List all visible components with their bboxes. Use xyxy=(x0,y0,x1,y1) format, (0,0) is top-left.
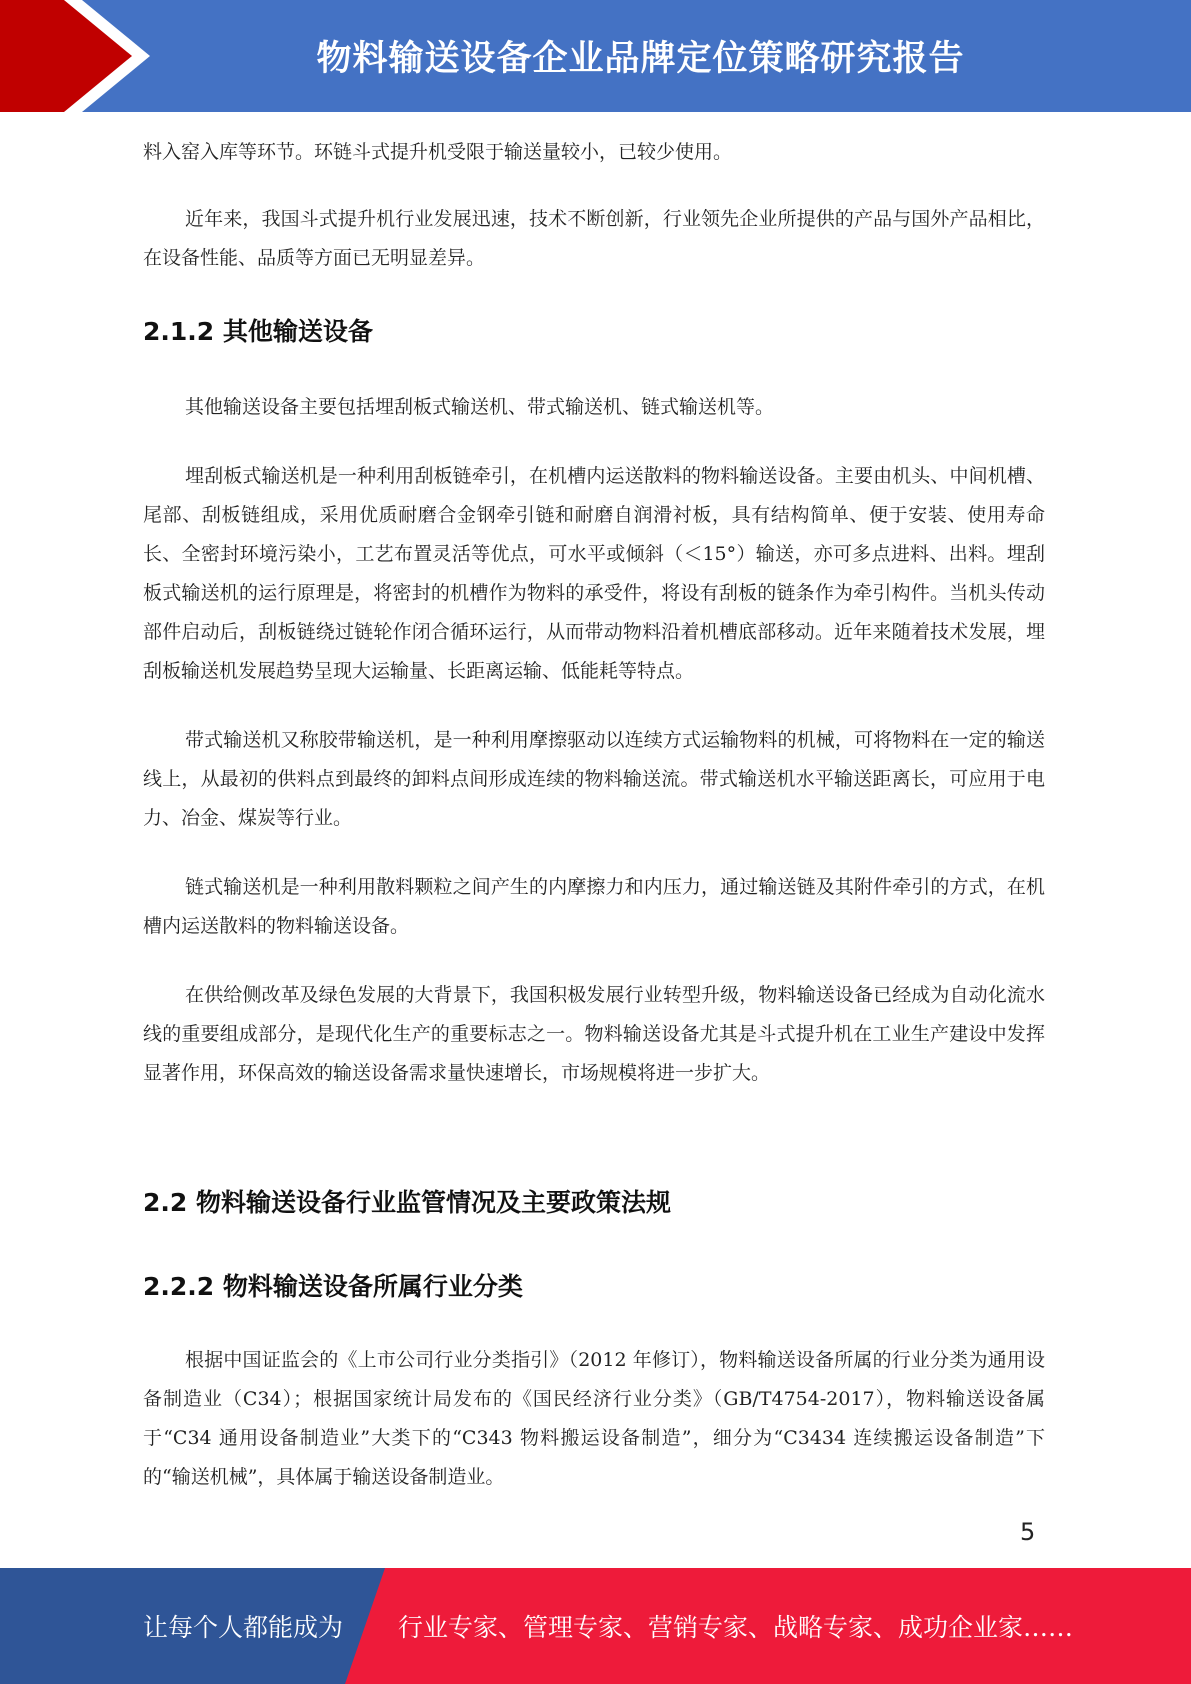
chevron-red-shape xyxy=(0,0,132,112)
page-body xyxy=(143,133,1045,1497)
footer-slogan-left: 让每个人都能成为 xyxy=(143,1613,344,1642)
report-title: 物料输送设备企业品牌定位策略研究报告 xyxy=(316,39,965,79)
header-banner xyxy=(0,0,1191,112)
page-number: 5 xyxy=(1020,1518,1036,1546)
section-heading-2-1-2: 2.1.2 其他输送设备 xyxy=(143,317,373,346)
paragraph: 其他输送设备主要包括埋刮板式输送机、带式输送机、链式输送机等。 xyxy=(185,396,775,418)
paragraph: 埋刮板式输送机是一种利用刮板链牵引，在机槽内运送散料的物料输送设备。主要由机头、中间机槽、尾部、刮板链组成，采用优质耐磨合金钢牵引链和耐磨自润滑衬板，具有结构简单、便于安装、使用寿命长、全密封环境污染小，工艺布置灵活等优点，可水平或倾斜（＜15°）输送，亦可多点进料、出料。埋刮板式输送机的运行原理是，将密封的机槽作为物料的承受件，将设有刮板的链条作为牵引构件。当机头传动部件启动后，刮板链绕过链轮作闭合循环运行，从而带动物料沿着机槽底部移动。近年来随着技术发展，埋刮板输送机发展趋势呈现大运输量、长距离运输、低能耗等特点。 xyxy=(143,465,1045,682)
section-heading-2-2: 2.2 物料输送设备行业监管情况及主要政策法规 xyxy=(143,1188,671,1217)
paragraph: 料入窑入库等环节。环链斗式提升机受限于输送量较小，已较少使用。 xyxy=(143,141,733,163)
paragraph: 带式输送机又称胶带输送机，是一种利用摩擦驱动以连续方式运输物料的机械，可将物料在一定的输送线上，从最初的供料点到最终的卸料点间形成连续的物料输送流。带式输送机水平输送距离长，可应用于电力、冶金、煤炭等行业。 xyxy=(143,729,1045,829)
footer-slogan-right: 行业专家、管理专家、营销专家、战略专家、成功企业家…… xyxy=(398,1613,1074,1642)
footer-banner xyxy=(0,1568,1191,1684)
section-heading-2-2-2: 2.2.2 物料输送设备所属行业分类 xyxy=(143,1272,523,1301)
paragraph: 链式输送机是一种利用散料颗粒之间产生的内摩擦力和内压力，通过输送链及其附件牵引的方式，在机槽内运送散料的物料输送设备。 xyxy=(143,876,1045,937)
paragraph: 根据中国证监会的《上市公司行业分类指引》（2012 年修订），物料输送设备所属的行业分类为通用设备制造业（C34）；根据国家统计局发布的《国民经济行业分类》（GB/T4754-2017），物料输送设备属于“C34 通用设备制造业”大类下的“C343 物料搬运设备制造”，细分为“C3434 连续搬运设备制造”下的“输送机械”，具体属于输送设备制造业。 xyxy=(143,1349,1045,1488)
header-chevron-decoration xyxy=(0,0,160,112)
paragraph: 在供给侧改革及绿色发展的大背景下，我国积极发展行业转型升级，物料输送设备已经成为自动化流水线的重要组成部分，是现代化生产的重要标志之一。物料输送设备尤其是斗式提升机在工业生产建设中发挥显著作用，环保高效的输送设备需求量快速增长，市场规模将进一步扩大。 xyxy=(143,984,1045,1084)
paragraph: 近年来，我国斗式提升机行业发展迅速，技术不断创新，行业领先企业所提供的产品与国外产品相比，在设备性能、品质等方面已无明显差异。 xyxy=(143,208,1045,269)
